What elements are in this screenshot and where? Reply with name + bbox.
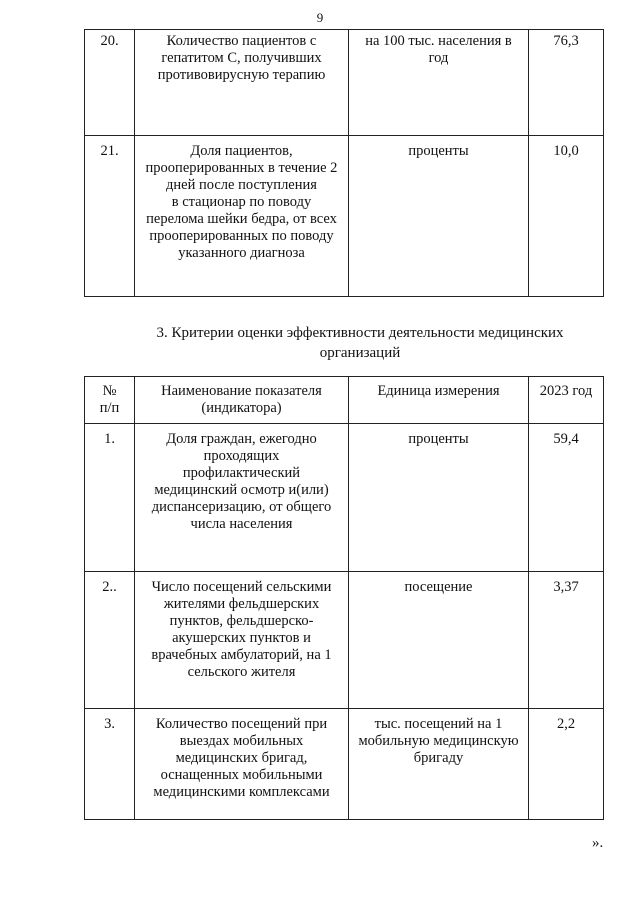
indicator-value: 76,3: [529, 30, 604, 136]
indicator-name: Доля граждан, ежегодно проходящих профилактический медицинский осмотр и(или) диспансеризацию, от общего числа населения: [135, 424, 349, 572]
table-row: [85, 424, 604, 572]
indicator-name: Число посещений сельскими жителями фельдшерских пунктов, фельдшерско- акушерских пунктов и врачебных амбулаторий, на 1 сельского жителя: [135, 572, 349, 709]
indicator-value: 10,0: [529, 136, 604, 297]
indicators-table-continued: [84, 29, 604, 297]
row-number: 1.: [85, 424, 135, 572]
table-row: [85, 709, 604, 820]
unit-of-measure: проценты: [349, 424, 529, 572]
indicator-name: Количество пациентов с гепатитом С, получивших противовирусную терапию: [135, 30, 349, 136]
header-number: № п/п: [85, 377, 135, 424]
row-number: 2..: [85, 572, 135, 709]
indicator-value: 59,4: [529, 424, 604, 572]
page-number: 9: [316, 10, 324, 25]
unit-of-measure: посещение: [349, 572, 529, 709]
closing-quote-mark: ».: [592, 835, 604, 851]
row-number: 20.: [85, 30, 135, 136]
indicator-name: Доля пациентов, прооперированных в течение 2 дней после поступления в стационар по поводу перелома шейки бедра, от всех прооперированных по поводу указанного диагноза: [135, 136, 349, 297]
header-indicator-name: Наименование показателя (индикатора): [135, 377, 349, 424]
indicator-name: Количество посещений при выездах мобильных медицинских бригад, оснащенных мобильными медицинскими комплексами: [135, 709, 349, 820]
unit-of-measure: тыс. посещений на 1 мобильную медицинскую бригаду: [349, 709, 529, 820]
header-year: 2023 год: [529, 377, 604, 424]
indicator-value: 3,37: [529, 572, 604, 709]
table-row: [85, 30, 604, 136]
efficiency-criteria-table: [84, 376, 604, 820]
indicator-value: 2,2: [529, 709, 604, 820]
table-row: [85, 136, 604, 297]
section-title: 3. Критерии оценки эффективности деятельности медицинских организаций: [156, 325, 564, 361]
header-unit: Единица измерения: [349, 377, 529, 424]
table-header-row: [85, 377, 604, 424]
unit-of-measure: на 100 тыс. населения в год: [349, 30, 529, 136]
unit-of-measure: проценты: [349, 136, 529, 297]
row-number: 21.: [85, 136, 135, 297]
row-number: 3.: [85, 709, 135, 820]
table-row: [85, 572, 604, 709]
